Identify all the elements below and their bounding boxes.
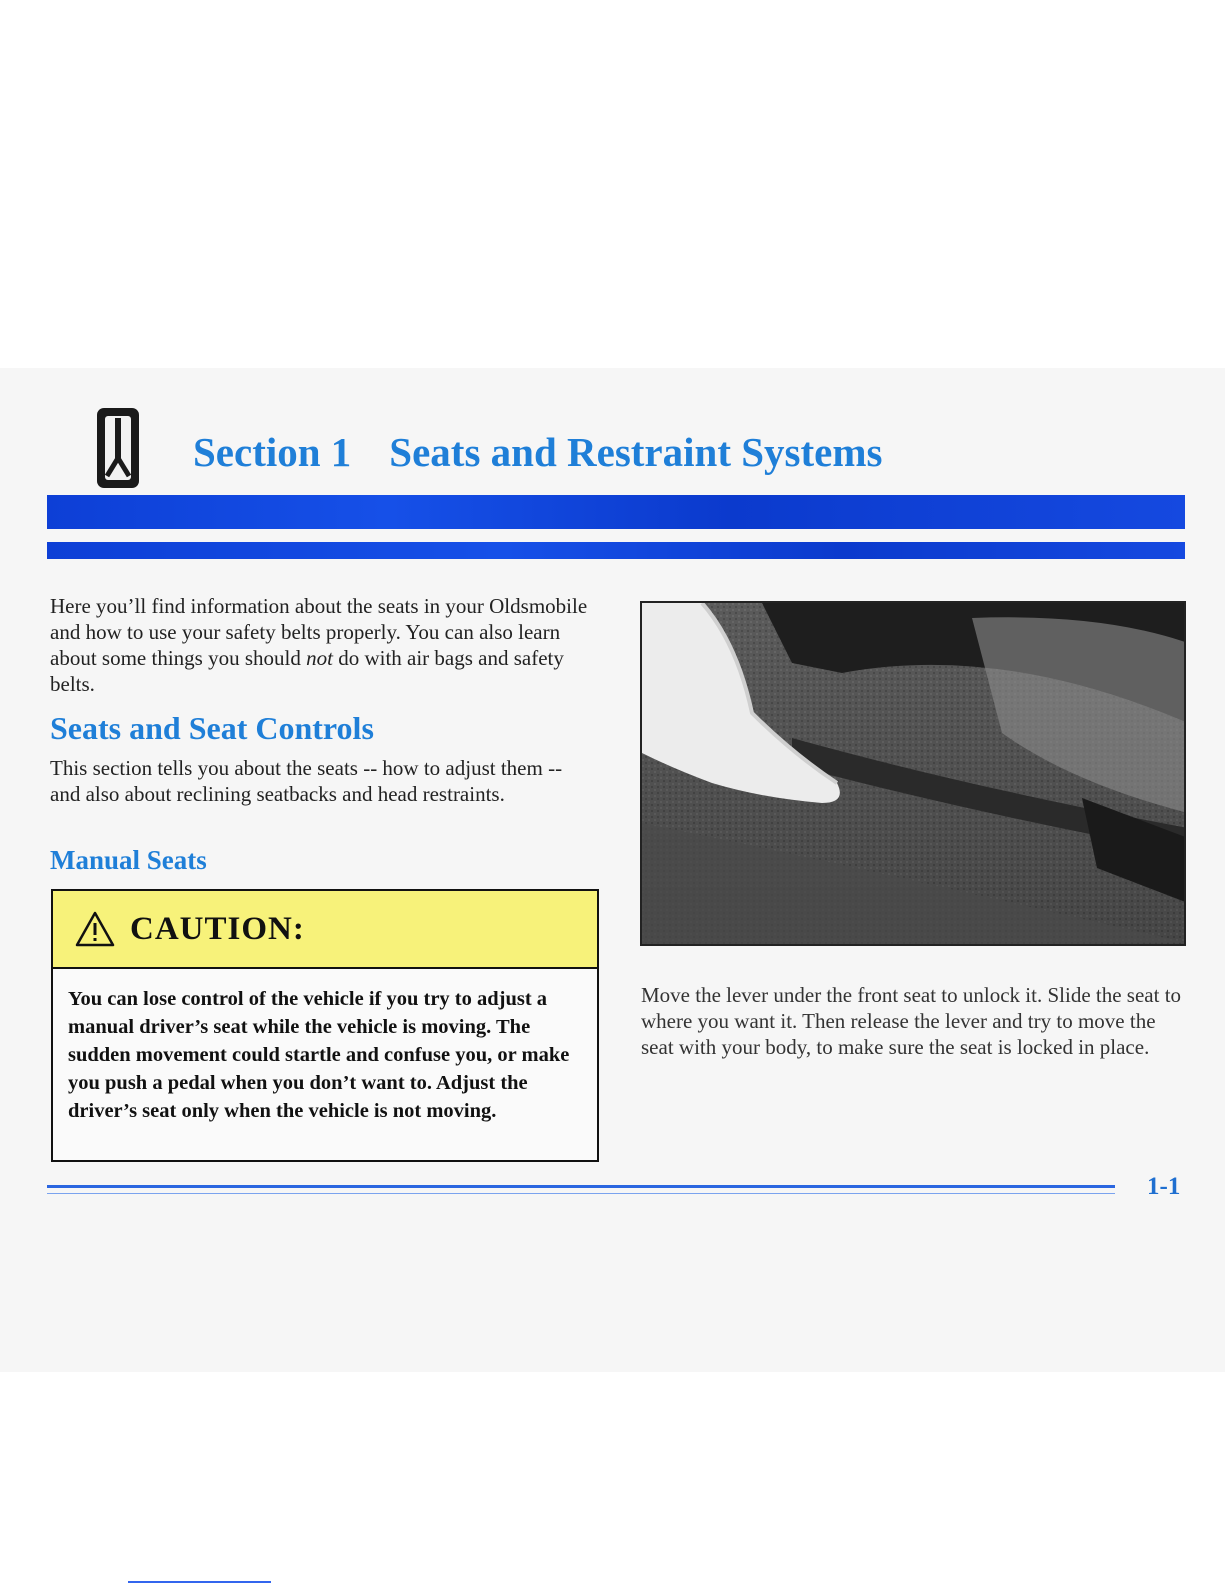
intro-text-end: do with air bags and safety belts.: [50, 646, 564, 696]
header-rule-thin: [47, 542, 1185, 559]
footer-rule: [47, 1185, 1115, 1188]
section-number: Section 1: [193, 429, 352, 475]
photo-caption: Move the lever under the front seat to unlock it. Slide the seat to where you want it. Then release the lever and try to move the seat with your body, to make sure the seat is locked in place.: [641, 983, 1182, 1059]
oldsmobile-rocket-icon: [97, 408, 139, 488]
bottom-link-underline: [128, 1581, 271, 1583]
caution-label: CAUTION:: [130, 910, 305, 947]
caution-text: You can lose control of the vehicle if you try to adjust a manual driver’s seat while the vehicle is moving. The sudden movement could startle and confuse you, or make you push a pedal when you don’t want to. Adjust the driver’s seat only when the vehicle is not moving.: [68, 988, 570, 1122]
header-rule-thick: [47, 495, 1185, 529]
manual-seats-heading: Manual Seats: [50, 845, 207, 875]
section-name: Seats and Restraint Systems: [389, 429, 883, 475]
intro-emphasis: not: [306, 646, 333, 670]
warning-triangle-icon: [74, 910, 116, 948]
intro-text-start: Here you’ll find information about the seats in your Oldsmobile and how to use your safety belts properly. You can also learn about some things you should: [50, 594, 588, 670]
footer-rule-thin: [47, 1193, 1115, 1194]
section-title: [193, 428, 882, 476]
caution-header: [53, 891, 597, 969]
seat-lever-photo: [640, 601, 1186, 946]
seats-paragraph: This section tells you about the seats -- how to adjust them -- and also about reclining seatbacks and head restraints.: [50, 756, 563, 806]
intro-paragraph: [50, 593, 595, 697]
caution-box: [51, 889, 599, 1162]
seats-heading: Seats and Seat Controls: [50, 710, 374, 746]
page-number: 1-1: [1147, 1173, 1181, 1200]
